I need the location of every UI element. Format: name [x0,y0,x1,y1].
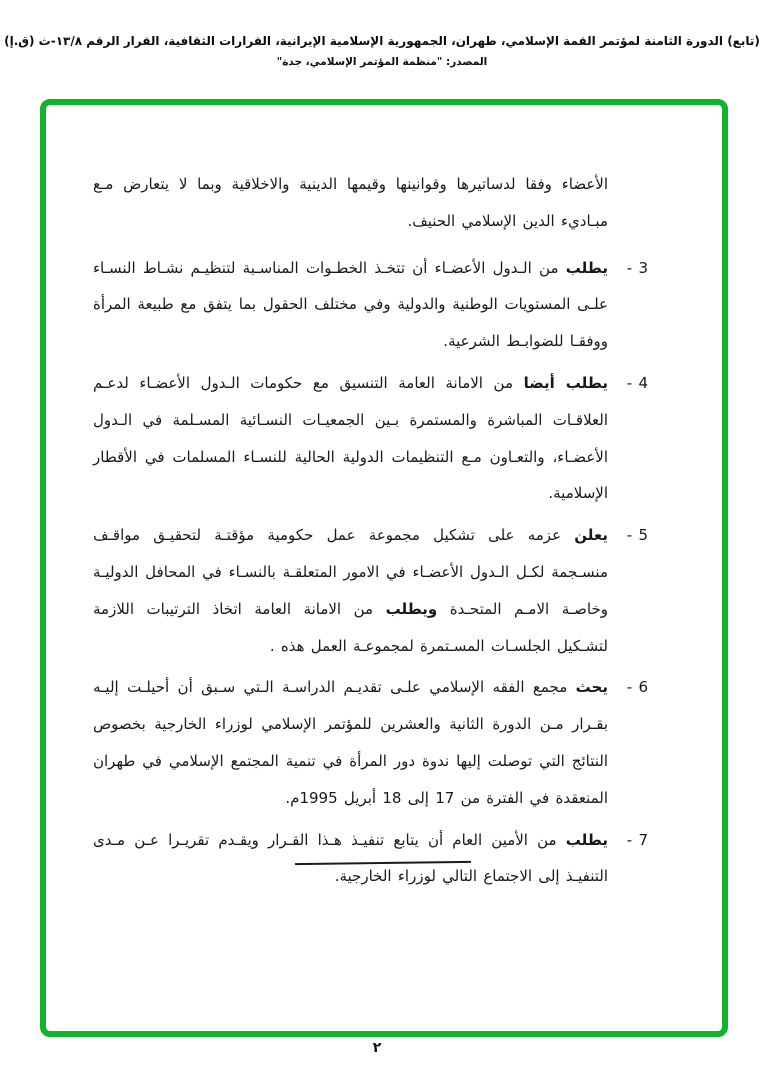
item-text [93,250,608,360]
resolution-item [93,822,648,896]
item-text-run: من الامانة العامة اتخاذ الترتيبات اللازمة لتشـكيل الجلسـات المسـتمرة لمجموعـة العمل هذه . [93,599,608,655]
header-source: المصدر: "منظمة المؤتمر الإسلامي، جدة" [276,56,488,68]
item-number: 7 - [626,830,648,849]
item-lead-word: يحث [575,678,608,697]
item-text-run: من الـدول الأعضـاء أن تتخـذ الخطـوات المناسـبة لتنظيـم نشـاط النسـاء علـى المستويات الوطنية والدولية وفي مختلف الحقول بما يتفق مع طبيعة المرأة ووفقـا للضوابـط الشرعية. [93,258,608,351]
item-lead-word: ويطلب [385,599,438,618]
item-number: 5 - [626,526,648,545]
item-text [93,365,608,512]
item-text [93,822,608,896]
item-lead-word: يطلب [565,830,608,849]
item-number: 3 - [626,258,648,277]
item-text [93,517,608,664]
page-number: ٢ [372,1040,382,1056]
header-title: (تابع) الدورة الثامنة لمؤتمر القمة الإسلامي، طهران، الجمهورية الإسلامية الإيرانية، القرارات الثقافية، القرار الرقم ١٣/٨-ث (ق.إ) [4,34,760,48]
item-text-run: من الأمين العام أن يتابع تنفيـذ هـذا القـرار ويقـدم تقريـرا عـن مـدى التنفيـذ إلى الاجتماع التالي لوزراء الخارجية. [93,830,608,886]
resolution-item [93,669,648,816]
resolution-items-list [93,250,648,896]
item-text [93,669,608,816]
item-lead-word: يعلن [574,526,608,545]
item-number: 4 - [626,373,648,392]
item-text-run: عزمه على تشكيل مجموعة عمل حكومية مؤقتـة لتحقيـق مواقـف منسـجمة لكـل الـدول الأعضـاء في الامور المتعلقـة بالنسـاء في المحافل الدوليـة وخاصـة الامـم المتحـدة [93,526,608,618]
resolution-item [93,365,648,512]
document-body [93,166,648,900]
item-lead-word: يطلب أيضا [523,373,609,392]
resolution-item [93,517,648,664]
item-text-run: من الامانة العامة التنسيق مع حكومات الـدول الأعضـاء لدعـم العلاقـات المباشرة والمستمرة بـين الجمعيـات النسـائية المسـلمة في الـدول الأعضـاء، والتعـاون مـع التنظيمات الدولية الحالية للنسـاء المسلمات في الأقطار الإسلامية. [93,373,608,503]
intro-paragraph: الأعضاء وفقا لدساتيرها وقوانينها وقيمها الدينية والاخلاقية وبما لا يتعارض مـع مبـاديء الدين الإسلامي الحنيف. [93,175,608,230]
item-text-run: مجمع الفقه الإسلامي علـى تقديـم الدراسـة الـتي سـبق أن أحيلـت إليـه بقـرار مـن الدورة الثانية والعشرين للمؤتمر الإسلامي لوزراء الخارجية بخصوص النتائج التي توصلت إليها ندوة دور المرأة في تنمية المجتمع الإسلامي في طهران المنعقدة في الفترة من 17 إلى 18 أبريل 1995م. [93,678,608,807]
resolution-item [93,250,648,360]
item-number: 6 - [626,678,648,697]
document-header [0,34,764,68]
item-lead-word: يطلب [565,258,608,277]
